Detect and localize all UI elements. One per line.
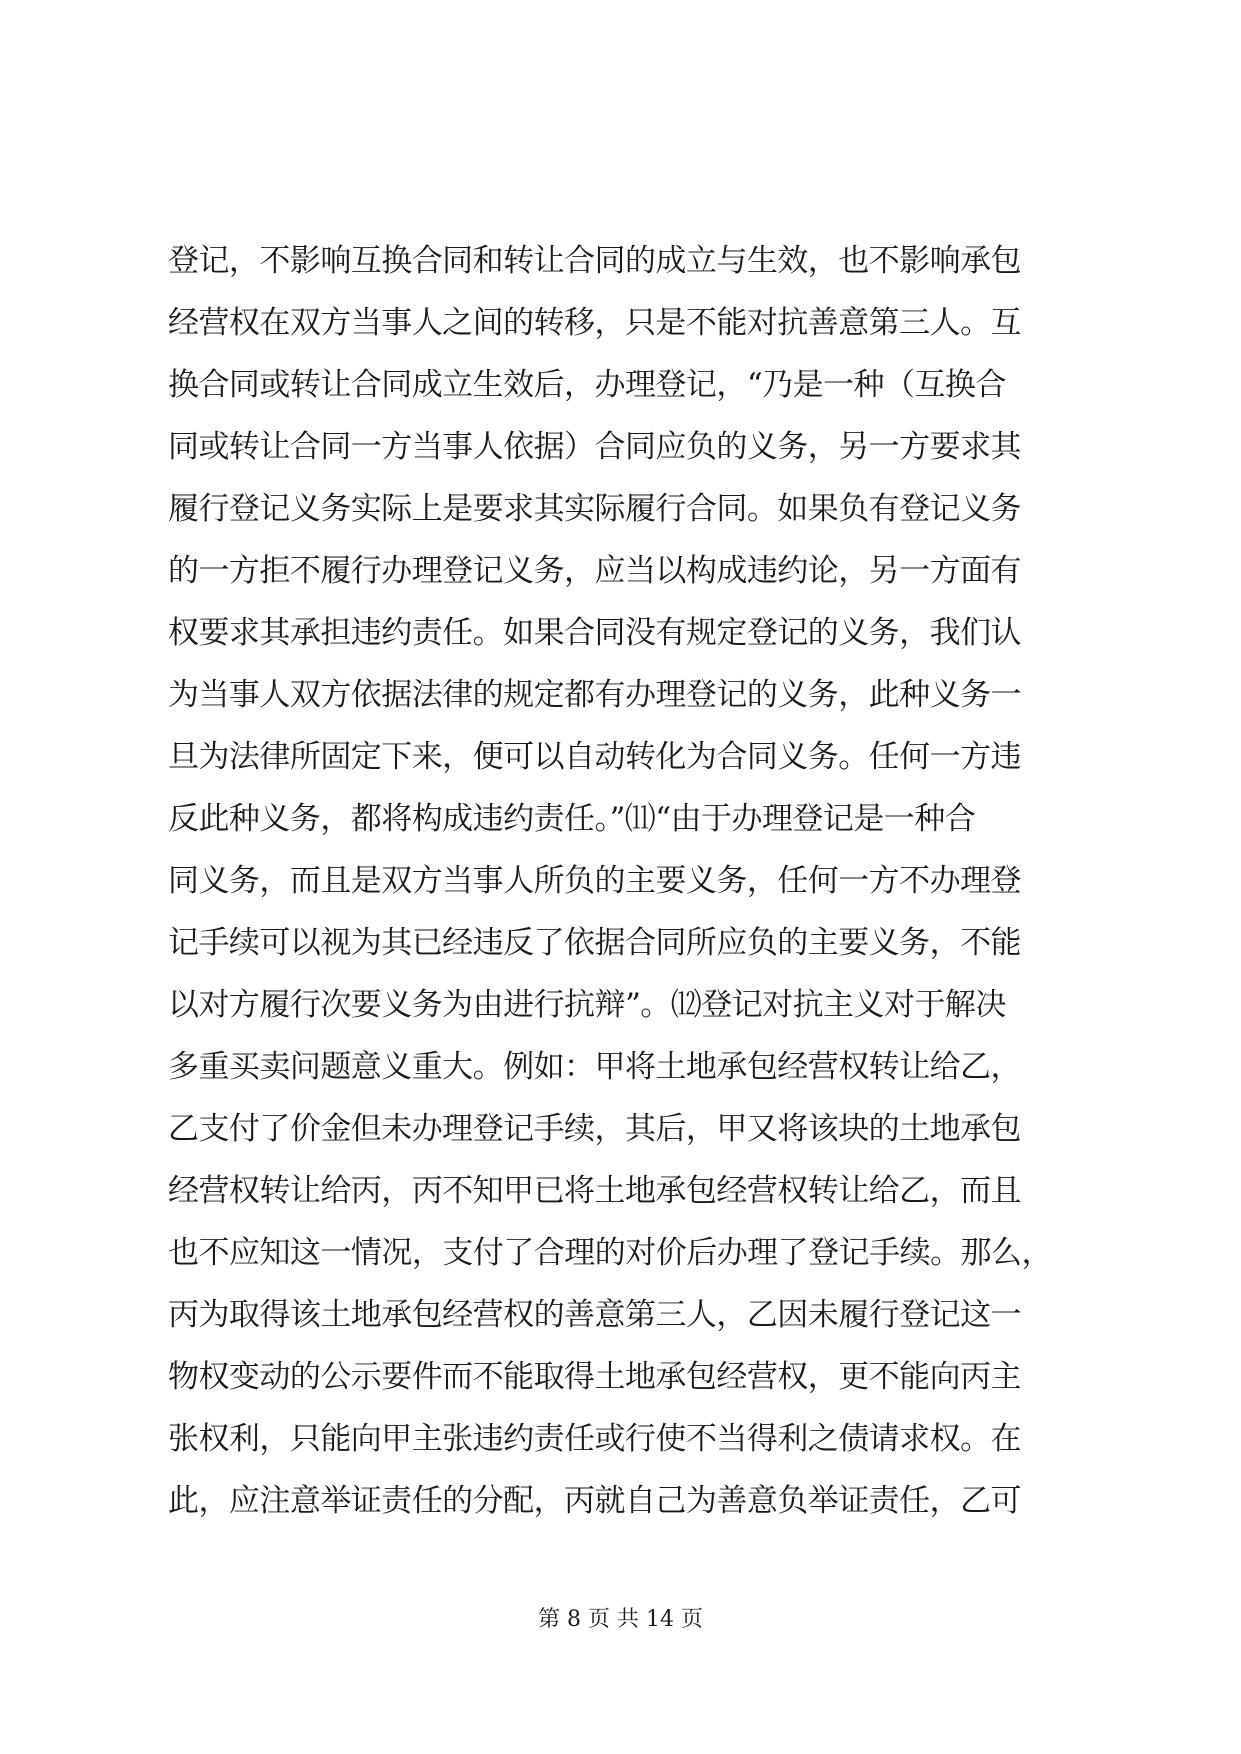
text-line: 此，应注意举证责任的分配，丙就自己为善意负举证责任，乙可 bbox=[168, 1483, 1021, 1519]
text-line: 记手续可以视为其已经违反了依据合同所应负的主要义务，不能 bbox=[168, 925, 1021, 961]
text-line: 同或转让合同一方当事人依据）合同应负的义务，另一方要求其 bbox=[168, 429, 1021, 465]
text-line: 的一方拒不履行办理登记义务，应当以构成违约论，另一方面有 bbox=[168, 553, 1021, 589]
text-line: 经营权转让给丙，丙不知甲已将土地承包经营权转让给乙，而且 bbox=[168, 1173, 1021, 1209]
text-line: 张权利，只能向甲主张违约责任或行使不当得利之债请求权。在 bbox=[168, 1421, 1021, 1457]
text-line: 多重买卖问题意义重大。例如：甲将土地承包经营权转让给乙， bbox=[168, 1049, 1021, 1085]
text-line: 以对方履行次要义务为由进行抗辩”。⑿登记对抗主义对于解决 bbox=[168, 987, 1006, 1023]
text-line: 经营权在双方当事人之间的转移，只是不能对抗善意第三人。互 bbox=[168, 305, 1021, 341]
page-footer bbox=[0, 1605, 1241, 1635]
text-line: 反此种义务，都将构成违约责任。”⑾“由于办理登记是一种合 bbox=[168, 801, 976, 837]
text-line: 同义务，而且是双方当事人所负的主要义务，任何一方不办理登 bbox=[168, 863, 1021, 899]
text-line: 权要求其承担违约责任。如果合同没有规定登记的义务，我们认 bbox=[168, 615, 1021, 651]
text-line: 履行登记义务实际上是要求其实际履行合同。如果负有登记义务 bbox=[168, 491, 1021, 527]
text-line: 物权变动的公示要件而不能取得土地承包经营权，更不能向丙主 bbox=[168, 1359, 1021, 1395]
page-number: 第 8 页 共 14 页 bbox=[538, 1607, 703, 1632]
text-line: 为当事人双方依据法律的规定都有办理登记的义务，此种义务一 bbox=[168, 677, 1021, 713]
text-line: 也不应知这一情况，支付了合理的对价后办理了登记手续。那么， bbox=[168, 1235, 1052, 1271]
body-text bbox=[168, 230, 1088, 1532]
text-line: 换合同或转让合同成立生效后，办理登记，“乃是一种（互换合 bbox=[168, 367, 1006, 403]
text-line: 乙支付了价金但未办理登记手续，其后，甲又将该块的土地承包 bbox=[168, 1111, 1021, 1147]
text-line: 登记，不影响互换合同和转让合同的成立与生效，也不影响承包 bbox=[168, 243, 1021, 279]
text-line: 丙为取得该土地承包经营权的善意第三人，乙因未履行登记这一 bbox=[168, 1297, 1021, 1333]
text-line: 旦为法律所固定下来，便可以自动转化为合同义务。任何一方违 bbox=[168, 739, 1021, 775]
